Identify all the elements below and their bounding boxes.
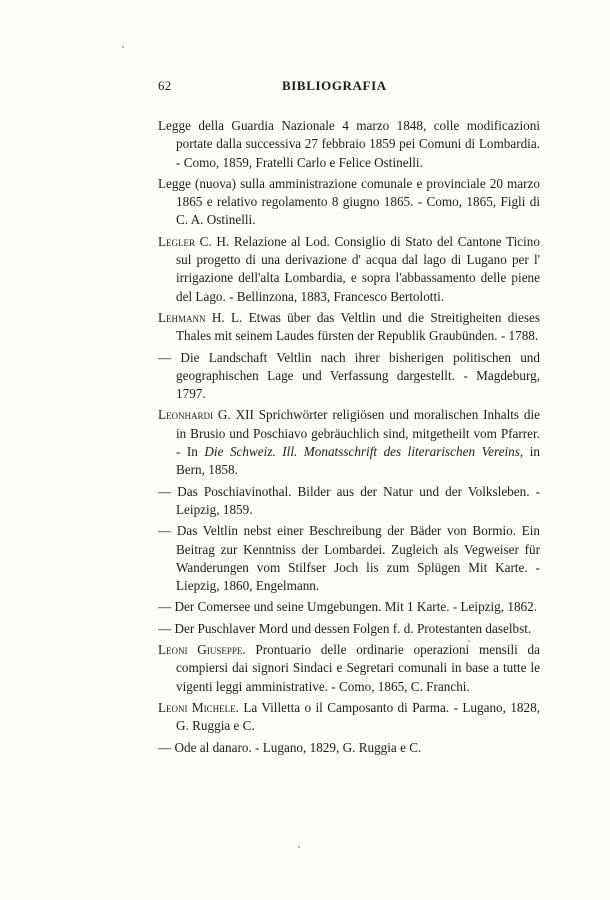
- entry-author: Leonhardi: [158, 407, 214, 423]
- bibliography-entry: [158, 620, 540, 638]
- entry-text: — Das Poschiavinothal. Bilder aus der Natur und der Volksleben. - Leipzig, 1859.: [158, 483, 540, 517]
- entry-author: Legler: [158, 233, 196, 249]
- bibliography-entry: [158, 117, 540, 172]
- entry-text: — Ode al danaro. - Lugano, 1829, G. Ruggia e C.: [158, 739, 422, 755]
- entry-text: La Villetta o il Camposanto di Parma. - Lugano, 1828, G. Ruggia e C.: [176, 699, 540, 734]
- entry-italic-title: Die Schweiz. Ill. Monatsschrift des literarischen Vereins,: [204, 444, 524, 460]
- entry-text: G. XII Sprichwörter religiösen und moralischen Inhalts die in Brusio und Poschiavo gebräuchlich sind, mitgetheilt vom Pfarrer. - In: [176, 407, 540, 460]
- bibliography-entry: [158, 483, 540, 520]
- entry-author: Lehmann: [158, 309, 206, 325]
- bibliography-entry: [158, 641, 540, 696]
- running-title: BIBLIOGRAFIA: [282, 78, 387, 93]
- page-header: [158, 78, 540, 98]
- entry-text: H. L. Etwas über das Veltlin und die Streitigheiten dieses Thales mit seinem Laudes fürsten der Republik Graubünden. - 1788.: [176, 309, 540, 344]
- bibliography-entry: [158, 406, 540, 479]
- entry-text: Legge della Guardia Nazionale 4 marzo 1848, colle modificazioni portate dalla successiva 27 febbraio 1859 pei Comuni di Lombardia. - Como, 1859, Fratelli Carlo e Felice Ostinelli.: [158, 118, 540, 170]
- bibliography-entry: [158, 739, 540, 757]
- entry-text: Legge (nuova) sulla amministrazione comunale e provinciale 20 marzo 1865 e relativo regolamento 8 giugno 1865. - Como, 1865, Figli di C. A. Ostinelli.: [158, 175, 540, 228]
- entry-text-after: in Bern, 1858.: [176, 444, 540, 478]
- entry-text: Prontuario delle ordinarie operazioni mensili da compiersi dai signori Sindaci e Segretari comunali in base a tutte le vigenti leggi amministrative. - Como, 1865, C. Franchi.: [176, 642, 540, 694]
- bibliography-entry: [158, 598, 540, 616]
- bibliography-entry: [158, 175, 540, 230]
- bibliography-entry: [158, 349, 540, 404]
- paper-speck: [122, 46, 124, 48]
- bibliography-entry: [158, 522, 540, 595]
- paper-speck: [298, 846, 300, 848]
- bibliography-entry: [158, 309, 540, 346]
- paper-speck: [468, 640, 470, 642]
- entry-text: — Die Landschaft Veltlin nach ihrer bisherigen politischen und geographischen Lage und Verfassung dargestellt. - Magdeburg, 1797.: [158, 349, 540, 402]
- bibliography-entry: [158, 699, 540, 736]
- entry-text: — Das Veltlin nebst einer Beschreibung der Bäder von Bormio. Ein Beitrag zur Kenntniss der Lombardei. Zugleich als Vegweiser für Wanderungen vom Stilfser Joch lis zum Splügen Mit Karte. - Liepzig, 1860, Engelmann.: [158, 523, 540, 594]
- entry-author: Leoni Michele.: [158, 699, 239, 715]
- bibliography-list: [158, 117, 540, 760]
- page-number: 62: [158, 78, 172, 93]
- entry-author: Leoni Giuseppe.: [158, 642, 246, 658]
- entry-text: — Der Puschlaver Mord und dessen Folgen f. d. Protestanten daselbst.: [158, 620, 532, 636]
- bibliography-entry: [158, 233, 540, 306]
- entry-text: — Der Comersee und seine Umgebungen. Mit 1 Karte. - Leipzig, 1862.: [158, 599, 538, 615]
- entry-text: C. H. Relazione al Lod. Consiglio di Stato del Cantone Ticino sul progetto di una derivazione d' acqua dal lago di Lugano per l' irrigazione dell'alta Lombardia, e sopra l'abbassamento delle piene del Lago. - Bellinzona, 1883, Francesco Bertolotti.: [176, 233, 540, 304]
